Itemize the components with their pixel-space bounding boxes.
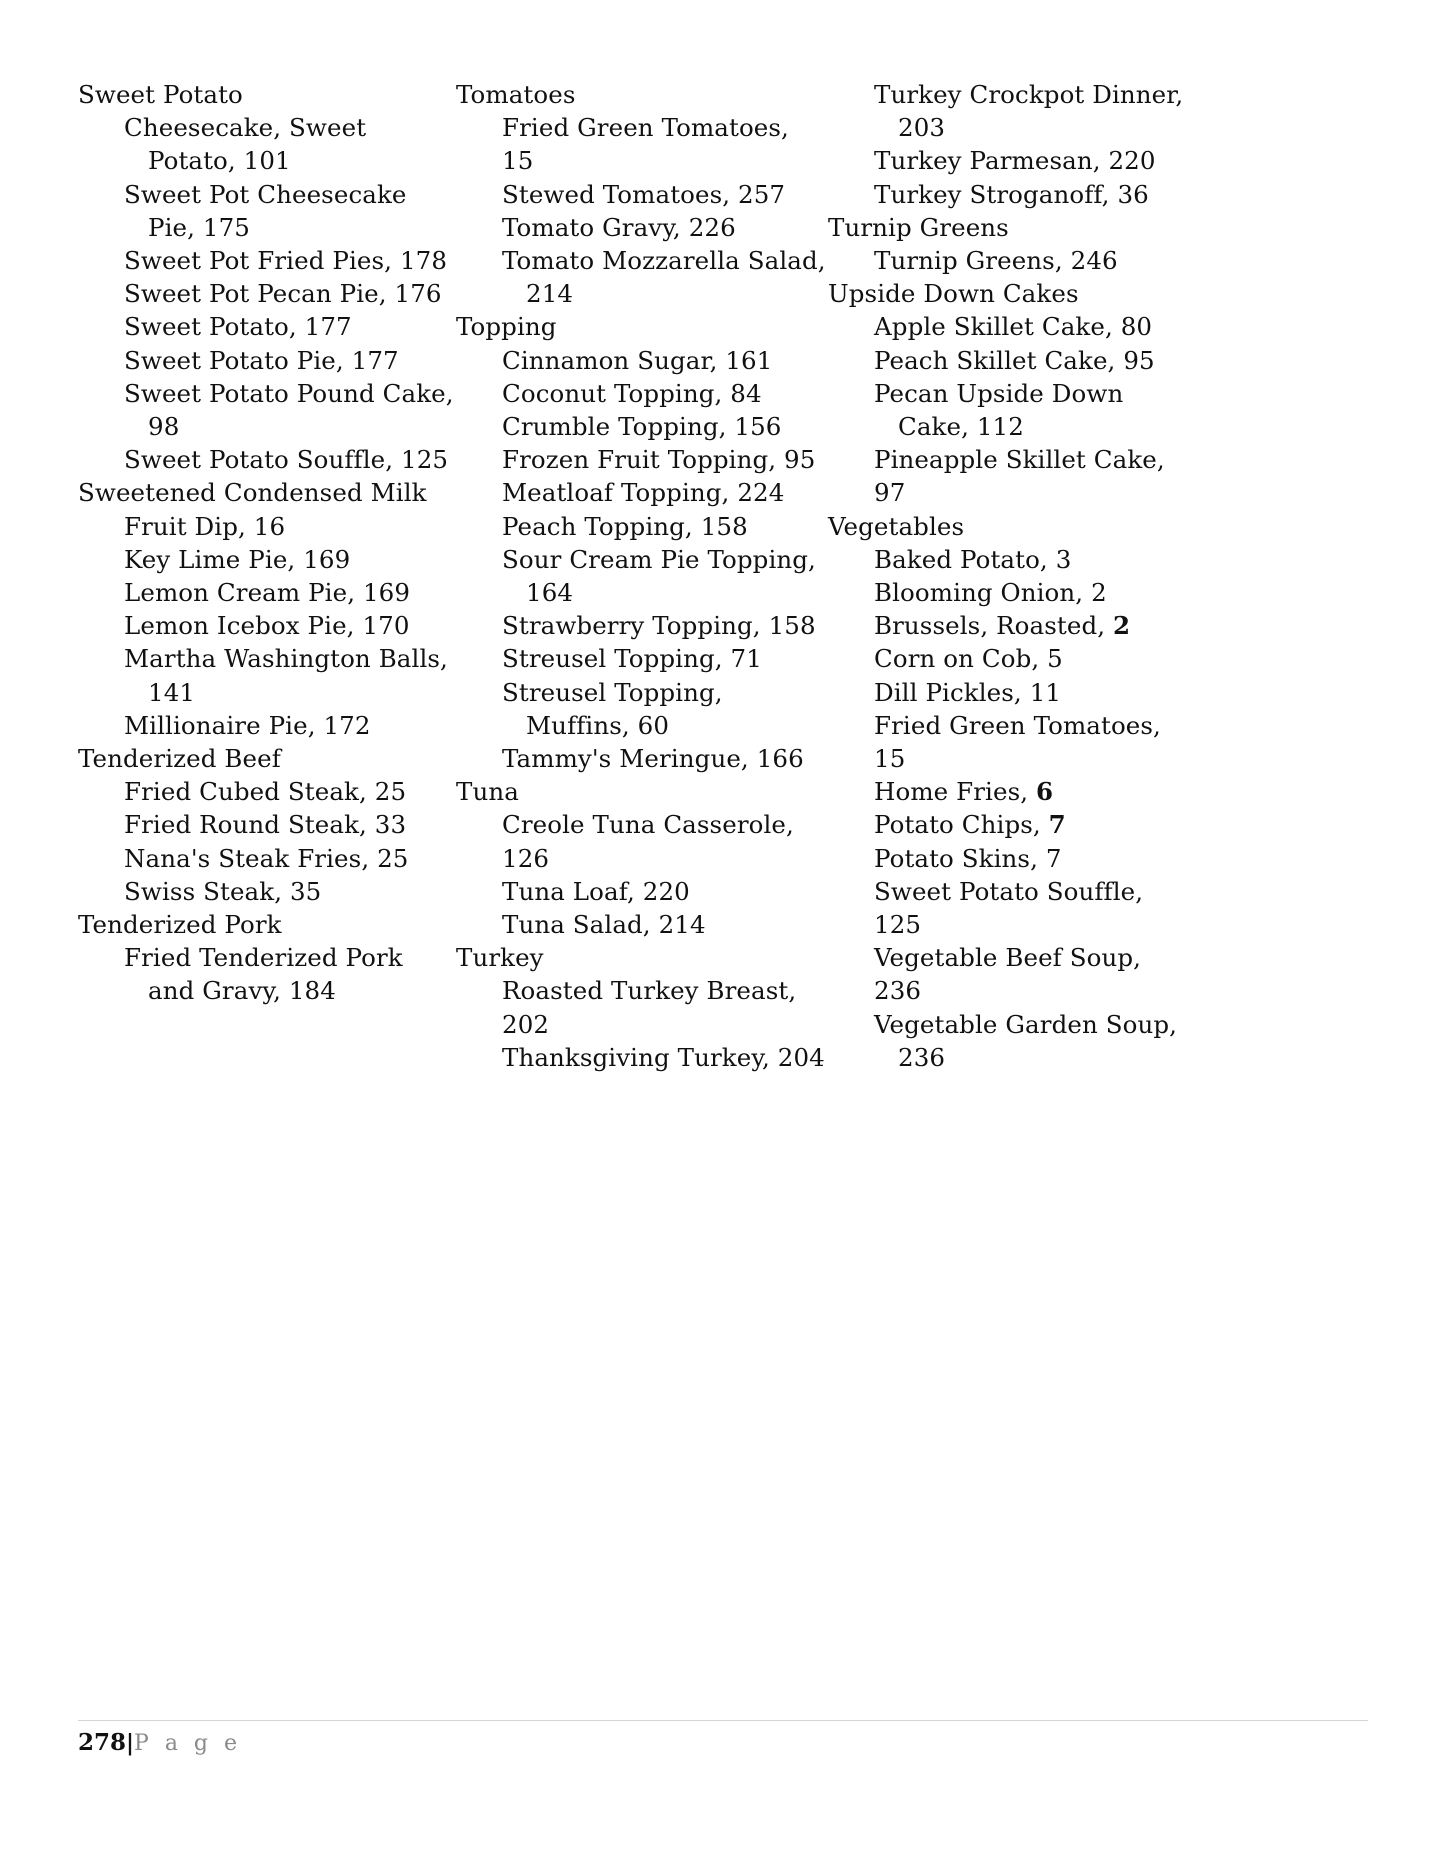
index-subentry: Corn on Cob, 5 — [874, 644, 1063, 674]
index-page-number-bold: 2 — [1113, 611, 1131, 641]
index-subentry: Key Lime Pie, 169 — [124, 544, 351, 574]
index-subentry: Dill Pickles, 11 — [874, 677, 1062, 707]
index-subentry: Pecan Upside Down Cake, 112 — [874, 378, 1124, 442]
index-subentry: Martha Washington Balls, 141 — [124, 644, 448, 707]
index-column-2 — [456, 78, 828, 1074]
index-heading: Sweetened Condensed Milk — [78, 478, 427, 508]
index-heading: Tenderized Beef — [78, 744, 281, 774]
index-subentry: Peach Skillet Cake, 95 — [874, 345, 1155, 375]
index-subentry: Turnip Greens, 246 — [874, 246, 1118, 276]
index-subentry: Thanksgiving Turkey, 204 — [502, 1042, 825, 1072]
index-subentry: Sweet Potato, 177 — [124, 312, 352, 342]
index-subentry: Sweet Potato Souffle, 125 — [124, 445, 449, 475]
index-subentry: Nana's Steak Fries, 25 — [124, 843, 409, 873]
index-subentry: Fried Green Tomatoes, 15 — [502, 113, 789, 176]
index-subentry: Tomato Gravy, 226 — [502, 212, 736, 242]
index-heading: Turkey — [456, 943, 544, 973]
index-columns-container — [78, 78, 1368, 1074]
index-subentry: Cheesecake, Sweet Potato, 101 — [124, 113, 367, 176]
index-subentry: Roasted Turkey Breast, 202 — [502, 976, 797, 1039]
index-subentry: Apple Skillet Cake, 80 — [874, 312, 1153, 342]
index-page-number-bold: 6 — [1036, 777, 1054, 807]
index-subentry: Potato Chips, 7 — [874, 810, 1066, 840]
index-heading: Tuna — [456, 777, 519, 807]
index-subentry: Vegetable Beef Soup, 236 — [874, 943, 1142, 1006]
index-subentry: Baked Potato, 3 — [874, 544, 1072, 574]
index-heading: Sweet Potato — [78, 80, 243, 109]
index-subentry: Turkey Stroganoff, 36 — [874, 179, 1149, 209]
index-subentry: Sweet Potato Souffle, 125 — [874, 876, 1144, 940]
index-subentry: Strawberry Topping, 158 — [502, 611, 816, 641]
index-subentry: Crumble Topping, 156 — [502, 412, 782, 442]
index-subentry: Tammy's Meringue, 166 — [502, 744, 804, 774]
index-subentry: Tomato Mozzarella Salad, 214 — [502, 246, 826, 309]
index-subentry: Turkey Parmesan, 220 — [874, 146, 1156, 176]
footer-page-number: 278 — [78, 1729, 127, 1756]
page-footer — [78, 1720, 1368, 1756]
index-subentry: Pineapple Skillet Cake, 97 — [874, 445, 1165, 508]
index-heading: Turnip Greens — [828, 212, 1009, 242]
index-subentry: Sweet Potato Pie, 177 — [124, 345, 399, 375]
index-subentry: Lemon Cream Pie, 169 — [124, 578, 411, 608]
index-subentry: Sweet Pot Cheesecake Pie, 175 — [124, 179, 407, 242]
index-subentry: Peach Topping, 158 — [502, 511, 748, 541]
index-subentry: Creole Tuna Casserole, 126 — [502, 810, 794, 873]
index-subentry: Turkey Crockpot Dinner, 203 — [874, 80, 1184, 143]
index-subentry: Sweet Pot Fried Pies, 178 — [124, 246, 448, 276]
index-subentry: Sour Cream Pie Topping, 164 — [502, 544, 816, 608]
index-heading: Tenderized Pork — [78, 910, 282, 940]
index-subentry: Fried Cubed Steak, 25 — [124, 777, 407, 807]
index-subentry: Sweet Potato Pound Cake, 98 — [124, 378, 454, 442]
index-subentry: Brussels, Roasted, 2 — [874, 611, 1131, 641]
footer-divider — [78, 1720, 1368, 1721]
index-subentry: Swiss Steak, 35 — [124, 876, 322, 906]
index-subentry: Tuna Salad, 214 — [502, 910, 706, 940]
index-subentry: Blooming Onion, 2 — [874, 578, 1107, 608]
index-subentry: Millionaire Pie, 172 — [124, 710, 371, 740]
index-subentry: Sweet Pot Pecan Pie, 176 — [124, 279, 442, 309]
index-heading: Topping — [456, 312, 557, 342]
index-subentry: Fruit Dip, 16 — [124, 511, 286, 541]
index-column-1 — [78, 78, 456, 1008]
index-subentry: Fried Green Tomatoes, 15 — [874, 710, 1161, 774]
index-subentry: Lemon Icebox Pie, 170 — [124, 611, 410, 641]
index-subentry: Frozen Fruit Topping, 95 — [502, 445, 816, 475]
index-subentry: Stewed Tomatoes, 257 — [502, 179, 786, 209]
footer-page-word: P a g e — [134, 1731, 242, 1756]
index-subentry: Tuna Loaf, 220 — [502, 876, 690, 906]
footer-separator: | — [126, 1730, 135, 1756]
index-subentry: Coconut Topping, 84 — [502, 378, 762, 408]
index-subentry: Fried Round Steak, 33 — [124, 810, 407, 840]
index-subentry: Home Fries, 6 — [874, 777, 1054, 807]
index-subentry: Meatloaf Topping, 224 — [502, 478, 785, 508]
index-subentry: Potato Skins, 7 — [874, 843, 1062, 873]
footer-page-label — [78, 1729, 1368, 1756]
index-subentry: Vegetable Garden Soup, 236 — [874, 1009, 1178, 1072]
index-heading: Tomatoes — [456, 80, 576, 109]
index-heading: Upside Down Cakes — [828, 279, 1079, 309]
index-column-3 — [828, 78, 1188, 1074]
index-heading: Vegetables — [828, 511, 965, 541]
index-subentry: Streusel Topping, 71 — [502, 644, 762, 674]
index-page-number-bold: 7 — [1048, 810, 1066, 840]
index-subentry: Fried Tenderized Pork and Gravy, 184 — [124, 943, 403, 1006]
index-subentry: Streusel Topping, Muffins, 60 — [502, 677, 723, 740]
index-subentry: Cinnamon Sugar, 161 — [502, 345, 773, 375]
